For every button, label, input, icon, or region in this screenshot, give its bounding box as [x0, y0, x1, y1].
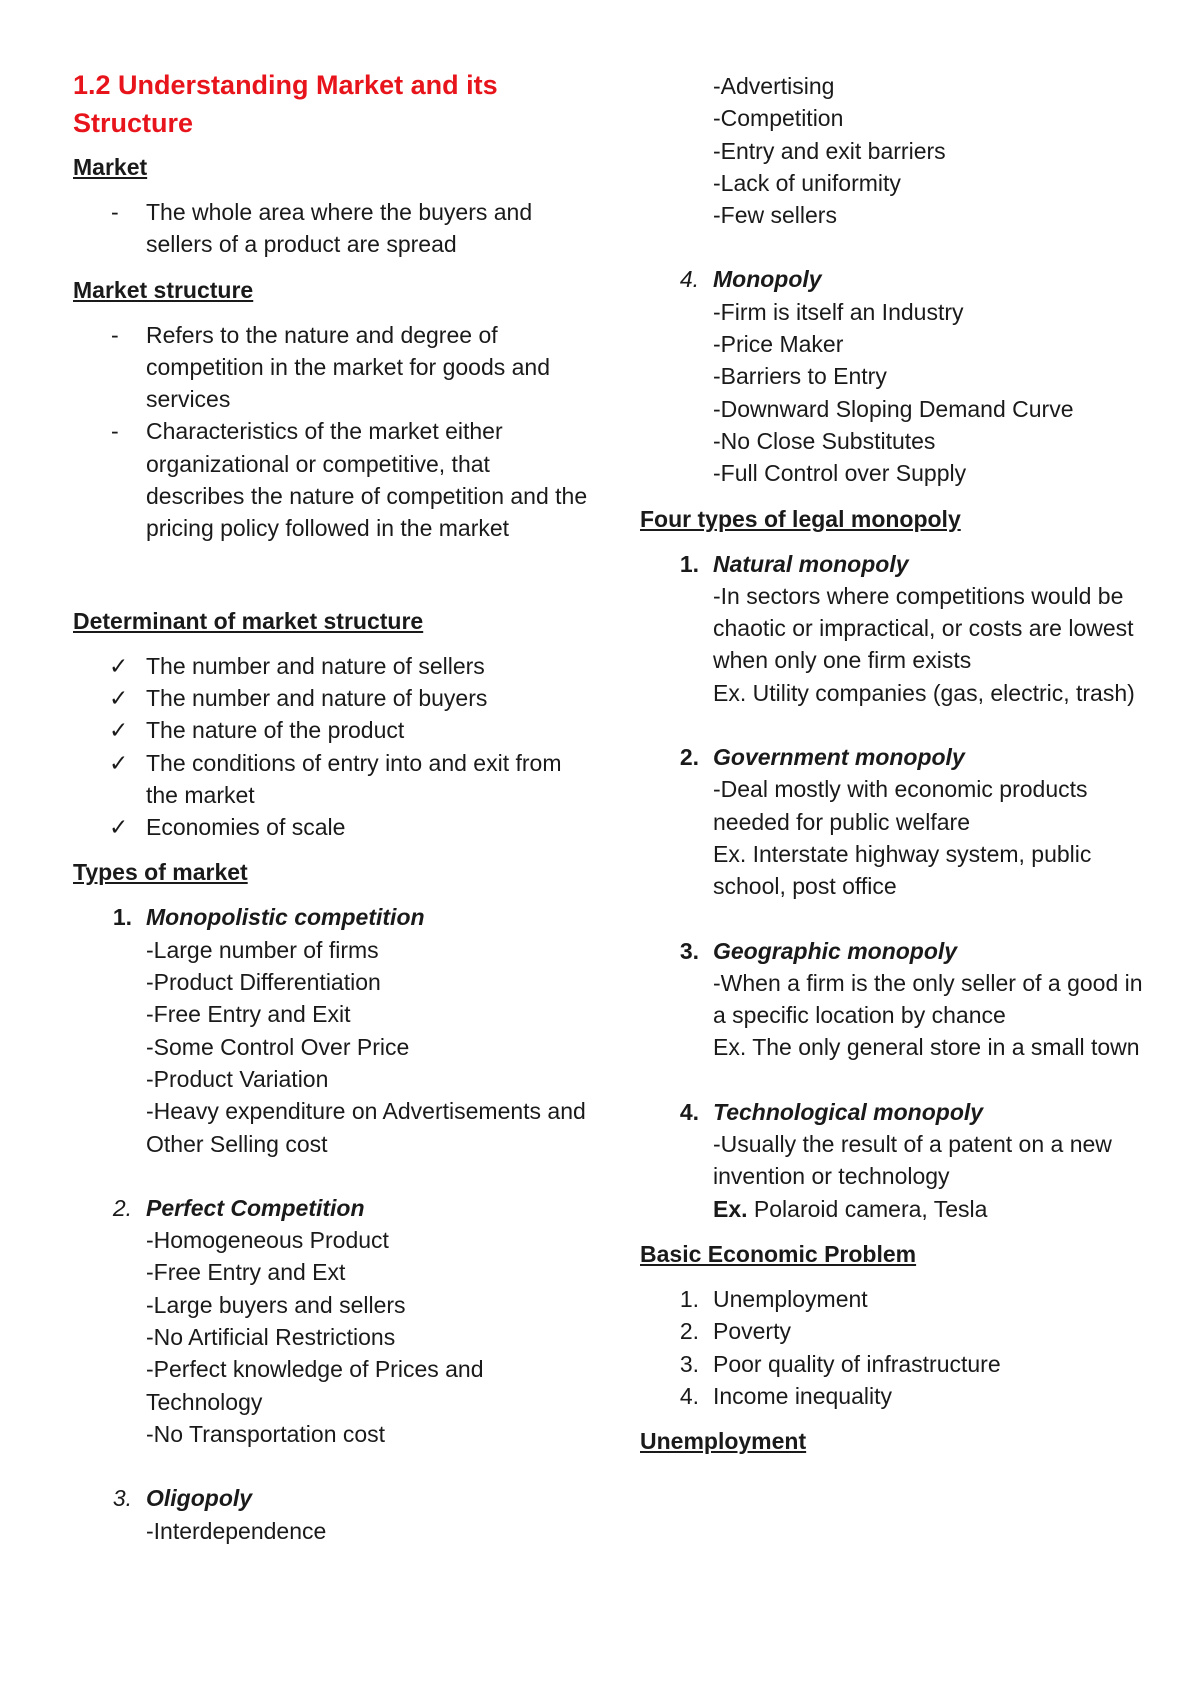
- page-title: 1.2 Understanding Market and its Structure: [73, 70, 498, 138]
- market-point: - The whole area where the buyers and sellers of a product are spread: [73, 196, 593, 261]
- check-mark-icon: ✓: [109, 814, 129, 841]
- market-structure-point: - Characteristics of the market either organizational or competitive, that describes the nature of competition and the pricing policy followed in the market: [73, 415, 593, 544]
- market-heading: Market: [73, 154, 148, 180]
- legal-monopoly-government: 2. Government monopoly -Deal mostly with economic products needed for public welfare Ex. Interstate highway system, public school, post office: [679, 744, 1092, 900]
- basic-problem-item: 3. Poor quality of infrastructure: [679, 1350, 1001, 1377]
- legal-monopoly-natural: 1. Natural monopoly -In sectors where competitions would be chaotic or impractical, or costs are lowest when only one firm exists Ex. Utility companies (gas, electric, trash): [679, 550, 1135, 706]
- basic-economic-problem-heading: Basic Economic Problem: [640, 1240, 917, 1267]
- determinant-item: ✓ The number and nature of sellers: [73, 650, 593, 682]
- dash-bullet-icon: -: [111, 321, 119, 348]
- basic-problem-item: 1. Unemployment: [679, 1285, 868, 1312]
- determinant-item: ✓ The nature of the product: [73, 714, 593, 746]
- market-type-perfect: 2. Perfect Competition -Homogeneous Product -Free Entry and Ext -Large buyers and sellers -No Artificial Restrictions -Perfect knowledge of Prices and Technology -No Transportation cost: [112, 1194, 484, 1447]
- basic-problem-item: 4. Income inequality: [679, 1382, 892, 1409]
- unemployment-heading: Unemployment: [640, 1428, 807, 1455]
- market-type-monopolistic: 1. Monopolistic competition -Large number of firms -Product Differentiation -Free Entry and Exit -Some Control Over Price -Product Variation -Heavy expenditure on Advertisements and Other Selling cost: [112, 904, 586, 1157]
- market-structure-heading: Market structure: [73, 276, 254, 303]
- check-mark-icon: ✓: [109, 717, 129, 744]
- market-type-oligopoly-continued: -Advertising -Competition -Entry and exit barriers -Lack of uniformity -Few sellers: [713, 73, 946, 229]
- legal-monopoly-heading: Four types of legal monopoly: [640, 505, 961, 532]
- dash-bullet-icon: -: [111, 199, 119, 225]
- market-structure-point: - Refers to the nature and degree of competition in the market for goods and services: [73, 319, 593, 416]
- market-type-oligopoly: 3. Oligopoly -Interdependence: [112, 1485, 327, 1544]
- legal-monopoly-geographic: 3. Geographic monopoly -When a firm is the only seller of a good in a specific location by chance Ex. The only general store in a small town: [679, 937, 1143, 1061]
- check-mark-icon: ✓: [109, 652, 129, 679]
- check-mark-icon: ✓: [109, 749, 129, 776]
- types-of-market-heading: Types of market: [73, 859, 248, 886]
- basic-problem-item: 2. Poverty: [679, 1318, 791, 1345]
- market-type-monopoly: 4. Monopoly -Firm is itself an Industry -Price Maker -Barriers to Entry -Downward Sloping Demand Curve -No Close Substitutes -Full Control over Supply: [679, 266, 1074, 487]
- determinant-item: ✓ The number and nature of buyers: [73, 682, 593, 714]
- right-column: [640, 70, 1160, 1470]
- determinant-item: ✓ The conditions of entry into and exit from the market: [73, 747, 593, 812]
- determinant-item: ✓ Economies of scale: [73, 811, 593, 843]
- left-column: [73, 66, 593, 1547]
- determinant-heading: Determinant of market structure: [73, 607, 424, 634]
- dash-bullet-icon: -: [111, 418, 119, 445]
- check-mark-icon: ✓: [109, 684, 129, 711]
- legal-monopoly-technological: 4. Technological monopoly -Usually the result of a patent on a new invention or technology Ex. Polaroid camera, Tesla: [679, 1098, 1112, 1222]
